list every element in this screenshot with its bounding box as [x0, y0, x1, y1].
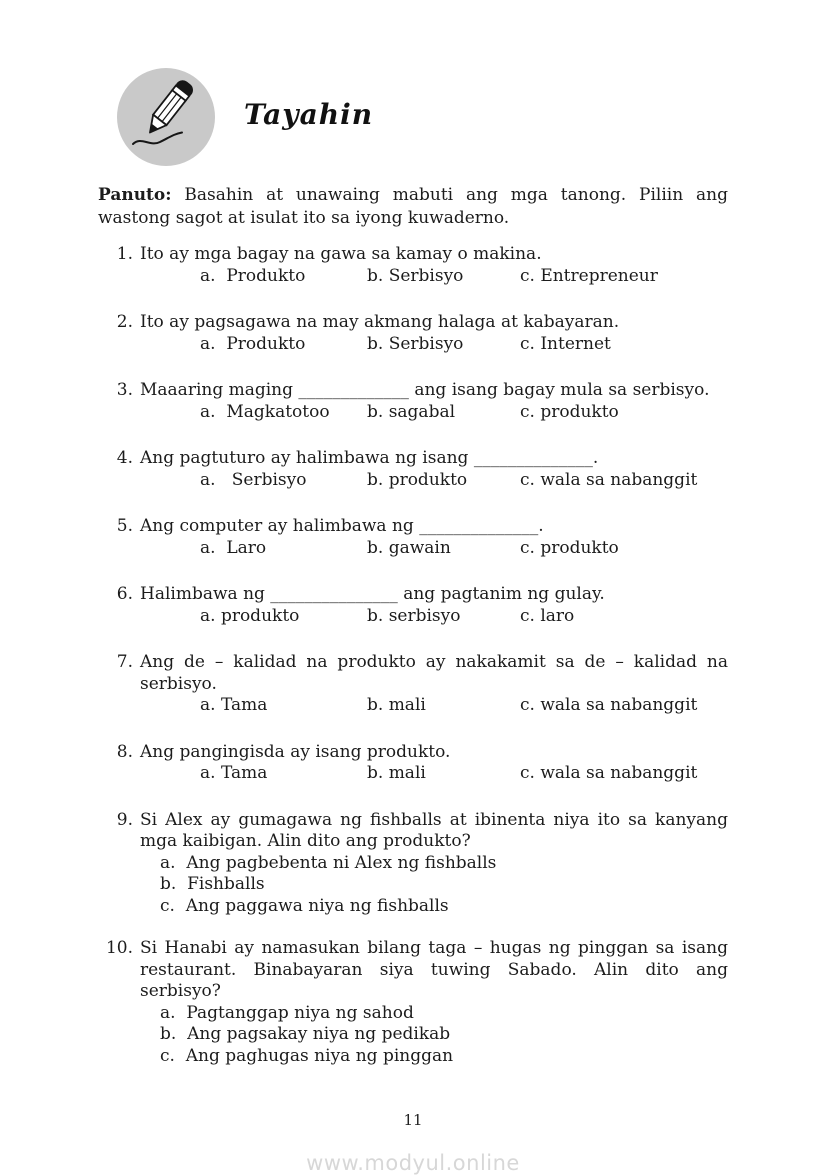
option-label: b. mali [367, 695, 426, 715]
option-label: b. Serbisyo [367, 333, 464, 354]
option-label: c. Ang paghugas niya ng pinggan [160, 1045, 454, 1066]
option-label: c. produkto [520, 401, 619, 422]
options-row [140, 470, 728, 492]
question-stem: Ang pangingisda ay isang produkto. [140, 741, 451, 762]
option-label: b. mali [367, 763, 426, 783]
option-label: c. Internet [520, 333, 611, 354]
question-stem: Ito ay mga bagay na gawa sa kamay o makina. [140, 244, 542, 264]
question-item [98, 244, 728, 287]
option-label: c. laro [520, 605, 575, 626]
question-stem: Halimbawa ng _______________ ang pagtanim ng gulay. [140, 584, 605, 604]
question-number: 6. [116, 584, 133, 604]
question-body [140, 584, 728, 627]
option-label: a. produkto [200, 605, 300, 626]
option-label: a. Serbisyo [200, 469, 307, 490]
option-label: a. Produkto [200, 333, 306, 354]
question-body [140, 742, 728, 785]
options-row [140, 695, 728, 717]
question-number: 3. [116, 380, 133, 400]
option-label: a. Ang pagbebenta ni Alex ng fishballs [160, 852, 497, 873]
option-label: c. wala sa nabanggit [520, 469, 698, 490]
question-item [98, 652, 728, 717]
page-number: 11 [403, 1111, 423, 1129]
question-number: 7. [116, 652, 133, 672]
pencil-icon [116, 67, 216, 167]
question-item [98, 810, 728, 918]
option-label: b. Fishballs [160, 874, 265, 894]
question-number: 8. [116, 741, 133, 762]
question-body [140, 448, 728, 491]
question-body [140, 810, 728, 918]
option-label: a. Tama [200, 695, 268, 715]
question-stem: Si Hanabi ay namasukan bilang taga – hugas ng pinggan sa isang restaurant. Binabayaran siya tuwing Sabado. Alin dito ang serbisyo? [140, 938, 728, 1001]
option-label: a. Pagtanggap niya ng sahod [160, 1002, 414, 1023]
question-item [98, 938, 728, 1067]
question-item [98, 516, 728, 559]
question-body [140, 652, 728, 717]
options-row [140, 1003, 728, 1068]
options-row [140, 606, 728, 628]
options-row [140, 266, 728, 288]
question-number: 9. [116, 809, 133, 830]
question-item [98, 312, 728, 355]
question-stem: Si Alex ay gumagawa ng fishballs at ibinenta niya ito sa kanyang mga kaibigan. Alin dito ang produkto? [140, 809, 728, 851]
question-stem: Maaaring maging _____________ ang isang bagay mula sa serbisyo. [140, 380, 710, 400]
question-number: 4. [116, 448, 133, 468]
instructions-text: Basahin at unawaing mabuti ang mga tanong. Piliin ang wastong sagot at isulat ito sa iyong kuwaderno. [98, 185, 728, 228]
question-number: 1. [116, 244, 133, 264]
question-item [98, 380, 728, 423]
question-number: 2. [116, 312, 133, 332]
option-label: c. Ang paggawa niya ng fishballs [160, 895, 449, 916]
question-stem: Ang computer ay halimbawa ng ______________. [140, 516, 544, 536]
instructions-label: Panuto: [98, 185, 172, 205]
question-body [140, 312, 728, 355]
question-item [98, 584, 728, 627]
option-label: a. Laro [200, 537, 267, 558]
question-number: 5. [116, 516, 133, 536]
options-row [140, 538, 728, 560]
options-row [140, 763, 728, 785]
option-label: b. Serbisyo [367, 265, 464, 286]
option-label: c. wala sa nabanggit [520, 763, 698, 783]
page-title: Tayahin [244, 97, 374, 131]
option-label: a. Tama [200, 763, 268, 783]
section-header [98, 66, 728, 168]
instructions [98, 184, 728, 230]
options-row [140, 402, 728, 424]
question-stem: Ang pagtuturo ay halimbawa ng isang ______________. [140, 448, 599, 468]
option-label: c. Entrepreneur [520, 265, 658, 286]
question-stem: Ang de – kalidad na produkto ay nakakamit sa de – kalidad na serbisyo. [140, 652, 728, 694]
option-label: b. serbisyo [367, 605, 461, 626]
watermark: www.modyul.online [306, 1151, 520, 1175]
option-label: b. sagabal [367, 401, 456, 422]
option-label: c. wala sa nabanggit [520, 695, 698, 715]
option-label: b. Ang pagsakay niya ng pedikab [160, 1024, 451, 1044]
question-number: 10. [105, 938, 133, 958]
options-row [140, 853, 728, 918]
option-label: a. Produkto [200, 265, 306, 286]
option-label: b. produkto [367, 469, 468, 490]
question-body [140, 938, 728, 1067]
question-body [140, 516, 728, 559]
option-label: a. Magkatotoo [200, 401, 330, 422]
option-label: b. gawain [367, 537, 451, 558]
question-list [98, 244, 728, 1067]
option-label: c. produkto [520, 537, 619, 558]
question-item [98, 742, 728, 785]
question-body [140, 244, 728, 287]
options-row [140, 334, 728, 356]
question-stem: Ito ay pagsagawa na may akmang halaga at kabayaran. [140, 312, 620, 332]
question-item [98, 448, 728, 491]
question-body [140, 380, 728, 423]
